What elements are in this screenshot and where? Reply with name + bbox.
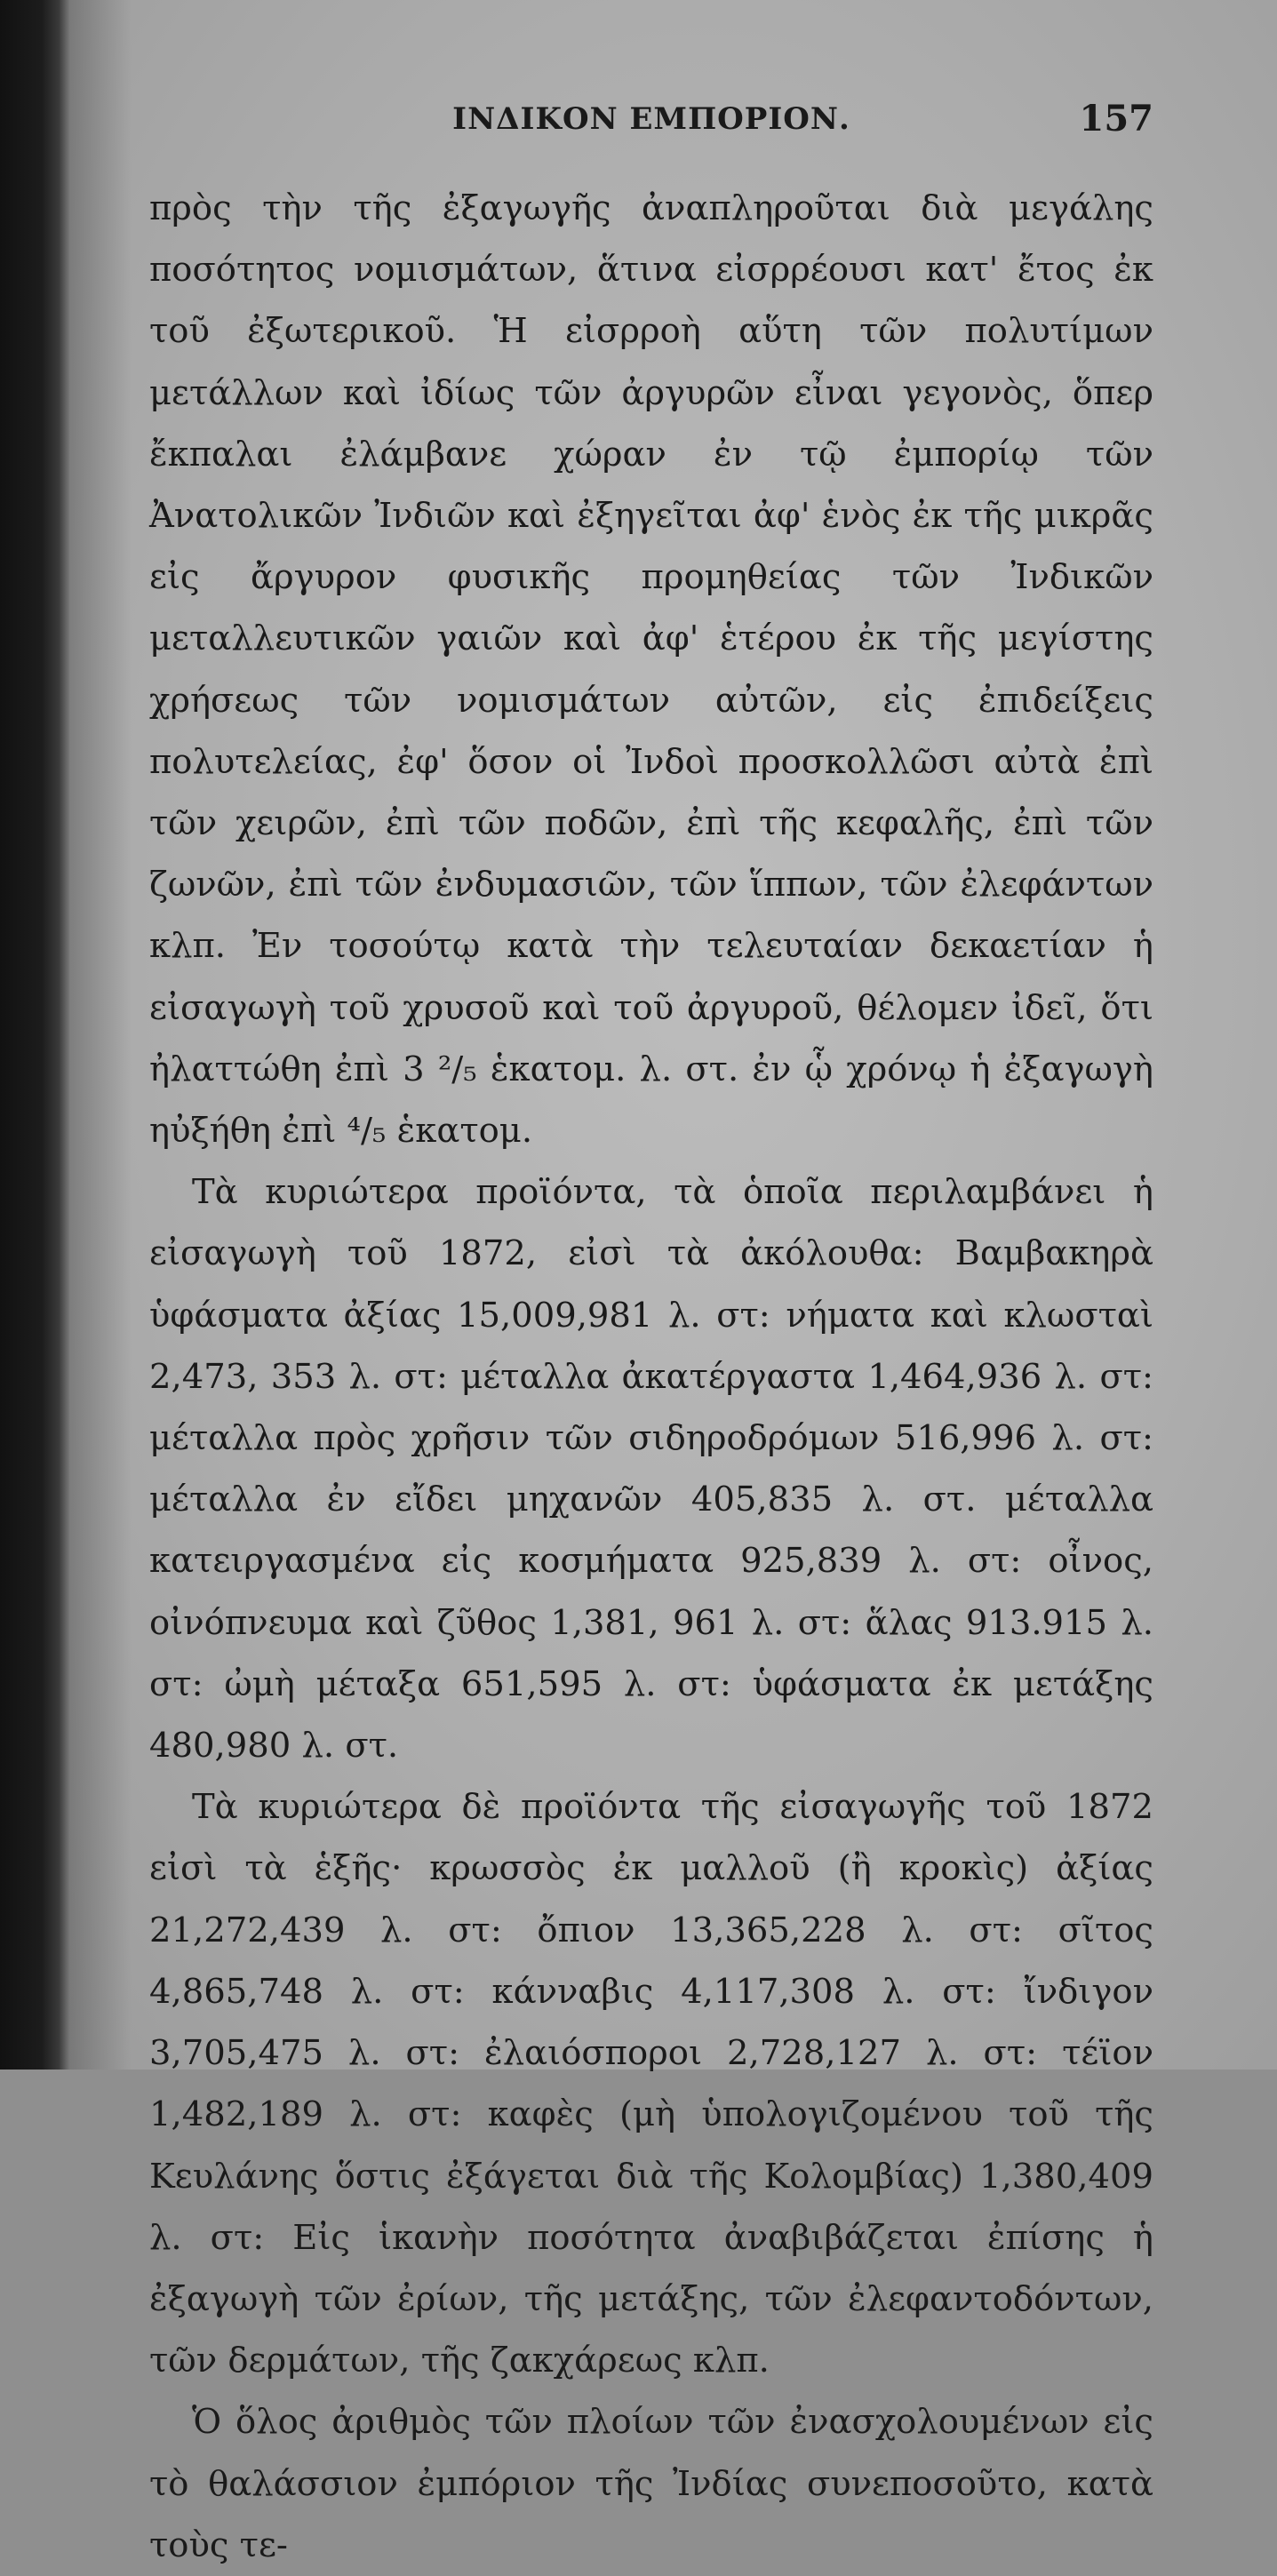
gutter-shadow bbox=[69, 0, 132, 2070]
running-title: ΙΝΔΙΚΟΝ ΕΜΠΟΡΙΟΝ. bbox=[452, 101, 850, 137]
page-header bbox=[149, 96, 1153, 158]
page-number: 157 bbox=[1079, 98, 1153, 140]
paragraph-ships: Ὁ ὅλος ἀριθμὸς τῶν πλοίων τῶν ἐνασχολουμένων εἰς τὸ θαλάσσιον ἐμπόριον τῆς Ἰνδίας συνεποσοῦτο, κατὰ τοὺς τε- bbox=[149, 2402, 1153, 2565]
paragraph-exports: Τὰ κυριώτερα δὲ προϊόντα τῆς εἰσαγωγῆς τοῦ 1872 εἰσὶ τὰ ἑξῆς· κρωσσὸς ἐκ μαλλοῦ (ἢ κροκὶς) ἀξίας 21,272,439 λ. στ: ὄπιον 13,365,228 λ. στ: σῖτος 4,865,748 λ. στ: κάνναβις 4,117,308 λ. στ: ἴνδιγον 3,705,475 λ. στ: ἐλαιόσποροι 2,728,127 λ. στ: τέϊον 1,482,189 λ. στ: καφὲς (μὴ ὑπολογιζομένου τοῦ τῆς Κευλάνης ὅστις ἐξάγεται διὰ τῆς Κολομβίας) 1,380,409 λ. στ: Εἰς ἱκανὴν ποσότητα ἀναβιβάζεται ἐπίσης ἡ ἐξαγωγὴ τῶν ἐρίων, τῆς μετάξης, τῶν ἐλεφαντοδόντων, τῶν δερμάτων, τῆς ζακχάρεως κλπ. bbox=[149, 1787, 1153, 2381]
page-content bbox=[149, 96, 1153, 2565]
book-spine-shadow bbox=[0, 0, 69, 2070]
paragraph-imports: Τὰ κυριώτερα προϊόντα, τὰ ὁποῖα περιλαμβάνει ἡ εἰσαγωγὴ τοῦ 1872, εἰσὶ τὰ ἀκόλουθα: Βαμβακηρὰ ὑφάσματα ἀξίας 15,009,981 λ. στ: νήματα καὶ κλωσταὶ 2,473, 353 λ. στ: μέταλλα ἀκατέργαστα 1,464,936 λ. στ: μέταλλα πρὸς χρῆσιν τῶν σιδηροδρόμων 516,996 λ. στ: μέταλλα ἐν εἴδει μηχανῶν 405,835 λ. στ. μέταλλα κατειργασμένα εἰς κοσμήματα 925,839 λ. στ: οἶνος, οἰνόπνευμα καὶ ζῦθος 1,381, 961 λ. στ: ἅλας 913.915 λ. στ: ὠμὴ μέταξα 651,595 λ. στ: ὑφάσματα ἐκ μετάξης 480,980 λ. στ. bbox=[149, 1172, 1153, 1767]
body-text bbox=[149, 178, 1153, 2576]
paragraph-continued: πρὸς τὴν τῆς ἐξαγωγῆς ἀναπληροῦται διὰ μεγάλης ποσότητος νομισμάτων, ἅτινα εἰσρρέουσι κατ' ἔτος ἐκ τοῦ ἐξωτερικοῦ. Ἡ εἰσρροὴ αὕτη τῶν πολυτίμων μετάλλων καὶ ἰδίως τῶν ἀργυρῶν εἶναι γεγονὸς, ὅπερ ἔκπαλαι ἐλάμβανε χώραν ἐν τῷ ἐμπορίῳ τῶν Ἀνατολικῶν Ἰνδιῶν καὶ ἐξηγεῖται ἀφ' ἑνὸς ἐκ τῆς μικρᾶς εἰς ἄργυρον φυσικῆς προμηθείας τῶν Ἰνδικῶν μεταλλευτικῶν γαιῶν καὶ ἀφ' ἑτέρου ἐκ τῆς μεγίστης χρήσεως τῶν νομισμάτων αὐτῶν, εἰς ἐπιδείξεις πολυτελείας, ἐφ' ὅσον οἱ Ἰνδοὶ προσκολλῶσι αὐτὰ ἐπὶ τῶν χειρῶν, ἐπὶ τῶν ποδῶν, ἐπὶ τῆς κεφαλῆς, ἐπὶ τῶν ζωνῶν, ἐπὶ τῶν ἐνδυμασιῶν, τῶν ἵππων, τῶν ἐλεφάντων κλπ. Ἐν τοσούτῳ κατὰ τὴν τελευταίαν δεκαετίαν ἡ εἰσαγωγὴ τοῦ χρυσοῦ καὶ τοῦ ἀργυροῦ, θέλομεν ἰδεῖ, ὅτι ἠλαττώθη ἐπὶ 3 ²/₅ ἑκατομ. λ. στ. ἐν ᾧ χρόνῳ ἡ ἐξαγωγὴ ηὐξήθη ἐπὶ ⁴/₅ ἑκατομ. bbox=[149, 188, 1153, 1152]
